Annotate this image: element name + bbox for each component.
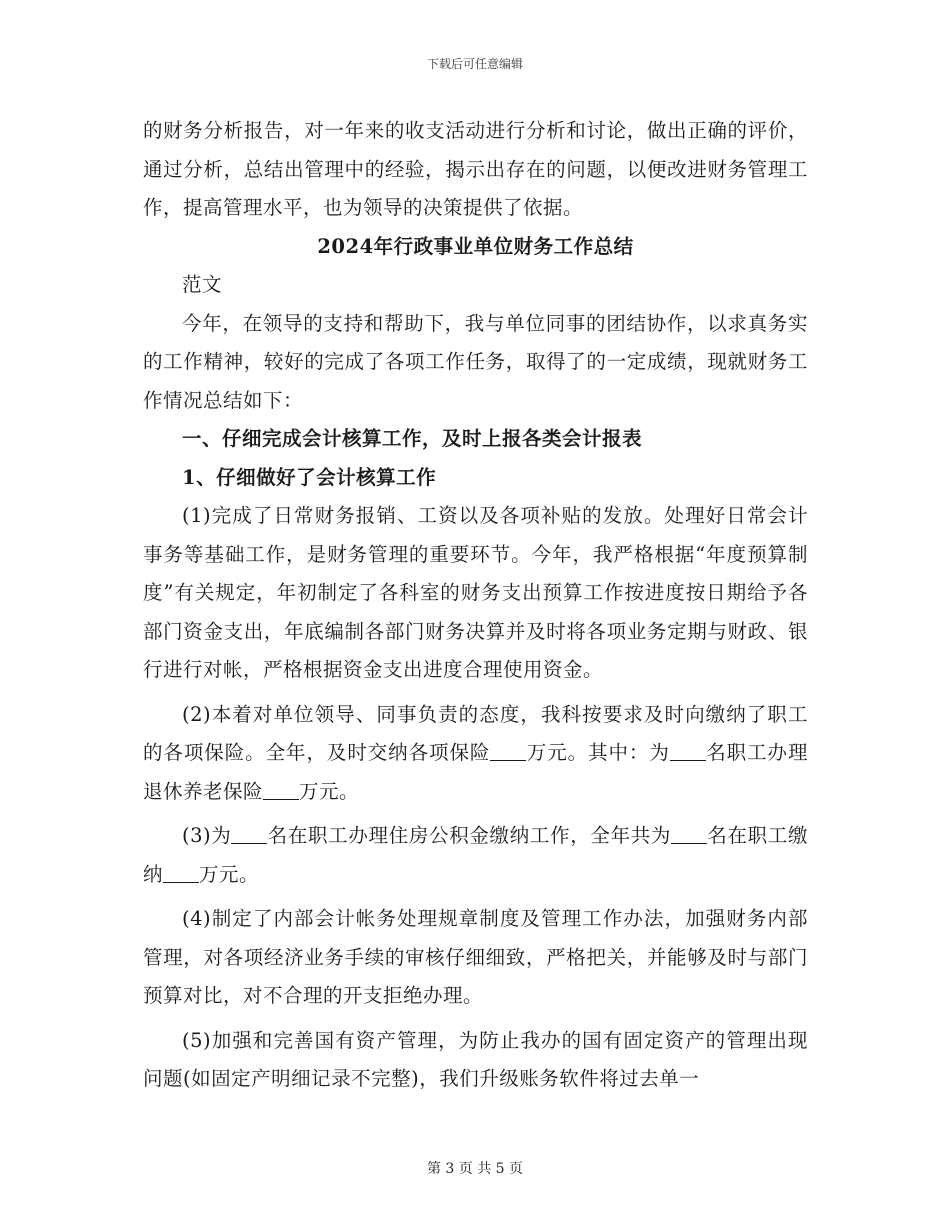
document-body xyxy=(143,112,808,1099)
item-2-text-c: 名职工办理退休养老保险 xyxy=(143,741,808,803)
subsection-heading-1: 1、仔细做好了会计核算工作 xyxy=(182,465,437,489)
item-2-text-d: 万元。 xyxy=(299,779,360,803)
item-3-paragraph xyxy=(143,817,808,894)
item-3-text-b: 名在职工办理住房公积金缴纳工作，全年共为 xyxy=(267,824,672,847)
item-1-paragraph: (1)完成了日常财务报销、工资以及各项补贴的发放。处理好日常会计事务等基础工作，是财务管理的重要环节。今年，我严格根据“年度预算制度”有关规定，年初制定了各科室的财务支出预算工作按进度按日期给予各部门资金支出，年底编制各部门财务决算并及时将各项业务定期与财政、银行进行对帐，严格根据资金支出进度合理使用资金。 xyxy=(143,504,808,681)
intro-paragraph: 的财务分析报告，对一年来的收支活动进行分析和讨论，做出正确的评价，通过分析，总结出管理中的经验，揭示出存在的问题，以便改进财务管理工作，提高管理水平，也为领导的决策提供了依据。 xyxy=(143,119,808,219)
fill-blank xyxy=(163,862,199,883)
page-header: 下载后可任意编辑 xyxy=(426,57,523,71)
item-2-text-b: 万元。其中：为 xyxy=(526,741,670,764)
opening-paragraph: 今年，在领导的支持和帮助下，我与单位同事的团结协作，以求真务实的工作精神，较好的完成了各项工作任务，取得了的一定成绩，现就财务工作情况总结如下： xyxy=(143,311,808,412)
item-2-paragraph xyxy=(143,696,808,812)
page-footer: 第 3 页 共 5 页 xyxy=(426,1161,524,1177)
item-5-paragraph: (5)加强和完善国有资产管理，为防止我办的国有固定资产的管理出现问题(如固定产明细记录不完整)，我们升级账务软件将过去单一 xyxy=(143,1028,808,1090)
section-heading-1: 一、仔细完成会计核算工作，及时上报各类会计报表 xyxy=(182,427,643,450)
item-4-paragraph: (4)制定了内部会计帐务处理规章制度及管理工作办法，加强财务内部管理，对各项经济业务手续的审核仔细细致，严格把关，并能够及时与部门预算对比，对不合理的开支拒绝办理。 xyxy=(143,907,808,1007)
item-3-text-c: 名在职工缴纳 xyxy=(143,824,808,886)
document-title: 2024年行政事业单位财务工作总结 xyxy=(317,234,634,258)
item-3-text-a: (3)为 xyxy=(182,824,232,847)
fill-blank xyxy=(490,740,526,761)
fill-blank xyxy=(671,823,707,844)
fill-blank xyxy=(231,823,267,844)
fanwen-label: 范文 xyxy=(182,273,223,296)
fill-blank xyxy=(670,740,706,761)
item-2-text-a: (2)本着对单位领导、同事负责的态度，我科按要求及时向缴纳了职工的各项保险。全年，及时交纳各项保险 xyxy=(143,702,808,764)
item-3-text-d: 万元。 xyxy=(199,862,260,886)
fill-blank xyxy=(263,779,299,800)
